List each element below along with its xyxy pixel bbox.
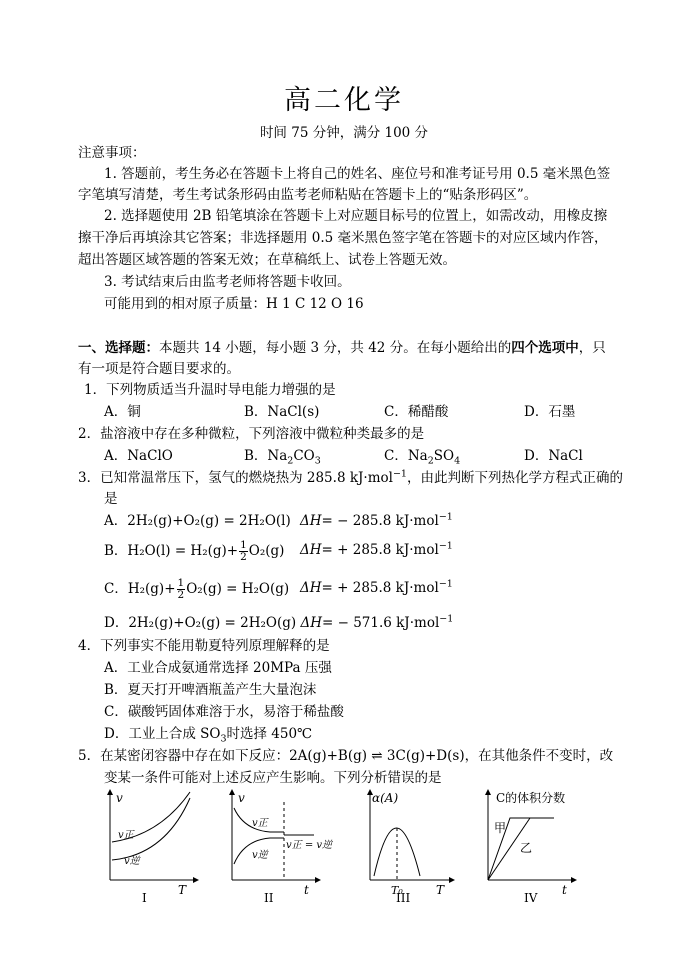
graph4-x-label: t <box>562 883 567 897</box>
graph-2 <box>232 791 334 905</box>
q3-dh-symbol-d: ΔH <box>300 615 322 631</box>
q3-option-c-pre: C．H₂(g)+ <box>104 581 176 597</box>
q3-option-c-frac <box>177 578 186 601</box>
graph3-t0-label: T₀ <box>391 884 403 897</box>
notice-item1-line1: 1. 答题前，考生务必在答题卡上将自己的姓名、座位号和准考证号用 0.5 毫米黑色签 <box>104 166 611 182</box>
graph3-caption: III <box>396 891 411 905</box>
q2-option-c-post: SO <box>433 448 455 464</box>
q3-stem1-sup: −1 <box>392 468 407 480</box>
atomic-mass-line: 可能用到的相对原子质量：H 1 C 12 O 16 <box>104 296 364 312</box>
section1-rules-e: ，只 <box>578 340 606 356</box>
graph2-curve2-label: v逆 <box>252 850 268 861</box>
q2-option-b <box>244 446 321 466</box>
q2-option-c <box>384 446 460 466</box>
page-title: 高二化学 <box>284 85 404 116</box>
q2-option-c-sub: 2 <box>427 455 434 467</box>
q1-option-a: A．铜 <box>104 404 141 420</box>
q4-option-a: A．工业合成氨通常选择 20MPa 压强 <box>104 660 332 676</box>
q2-option-b-sub2: 3 <box>314 455 321 467</box>
graph1-y-label: v <box>116 791 123 805</box>
graph-3 <box>370 791 452 905</box>
graph1-curve2-label: v逆 <box>124 856 140 867</box>
q5-figures <box>0 780 688 971</box>
q3-option-b-frac <box>239 540 248 563</box>
q4-option-d <box>104 724 312 744</box>
q3-stem-line2: 是 <box>104 491 118 507</box>
q4-option-d-post: 时选择 450℃ <box>226 726 313 742</box>
q5-stem-line2: 变某一条件可能对上述反应产生影响。下列分析错误的是 <box>104 770 442 786</box>
q3-option-b-post: O₂(g) <box>248 543 285 559</box>
section1-intro-line1 <box>78 338 606 358</box>
q3-option-d <box>104 613 453 633</box>
q3-option-a-dh-val: = − 285.8 kJ·mol <box>321 513 439 529</box>
q3-dh-symbol-c: ΔH <box>300 580 322 596</box>
q1-option-d: D．石墨 <box>524 404 576 420</box>
page-subtitle: 时间 75 分钟，满分 100 分 <box>259 125 429 141</box>
q3-option-b-eq <box>104 540 284 563</box>
graph3-y-label: α(A) <box>372 791 399 805</box>
q1-stem: 1．下列物质适当升温时导电能力增强的是 <box>84 382 336 398</box>
q3-dh-symbol-b: ΔH <box>300 542 322 558</box>
q3-stem1: 3．已知常温常压下，氢气的燃烧热为 285.8 kJ·mol <box>78 470 393 486</box>
q4-option-d-pre: D．工业上合成 SO <box>104 726 221 742</box>
graph2-x-label: t <box>304 883 309 897</box>
notice-item2-line1: 2. 选择题使用 2B 铅笔填涂在答题卡上对应题目标号的位置上，如需改动，用橡皮擦 <box>104 208 608 224</box>
q3-option-b-sup: −1 <box>438 540 453 552</box>
q1-option-c: C．稀醋酸 <box>384 404 449 420</box>
q3-option-c-sup: −1 <box>438 578 453 590</box>
notice-heading: 注意事项： <box>78 145 146 161</box>
graph-4 <box>488 790 574 905</box>
graph2-caption: II <box>264 891 274 905</box>
q2-stem: 2．盐溶液中存在多种微粒，下列溶液中微粒种类最多的是 <box>78 426 425 442</box>
section1-rules: 本题共 14 小题，每小题 3 分，共 42 分。 <box>159 340 417 356</box>
q1-option-b: B．NaCl(s) <box>244 404 320 420</box>
q3-option-c-eq <box>104 578 289 601</box>
frac-num: 1 <box>240 539 247 551</box>
graph2-equal-label: v正 = v逆 <box>286 840 333 851</box>
q3-option-b-dh <box>300 540 453 560</box>
q3-option-a-sup: −1 <box>438 511 453 523</box>
section1-emph: 四个选项中 <box>511 340 579 356</box>
q2-option-b-post: CO <box>293 448 315 464</box>
graph4-curve2-label: 乙 <box>520 841 533 855</box>
graph4-caption: IV <box>524 891 538 905</box>
q3-option-c-post: O₂(g) = H₂O(g) <box>186 581 290 597</box>
q3-option-a-dh <box>300 511 453 531</box>
notice-item3: 3. 考试结束后由监考老师将答题卡收回。 <box>104 274 351 290</box>
q4-option-b: B．夏天打开啤酒瓶盖产生大量泡沫 <box>104 682 317 698</box>
q4-stem: 4．下列事实不能用勒夏特列原理解释的是 <box>78 638 330 654</box>
q2-option-c-pre: C．Na <box>384 448 428 464</box>
graph2-y-label: v <box>238 791 245 805</box>
frac-den: 2 <box>240 551 247 563</box>
graph1-x-label: T <box>178 883 187 897</box>
q2-option-d: D．NaCl <box>524 448 583 464</box>
section1-rules-c: 在每小题给出的 <box>416 340 512 356</box>
graph4-y-label: C的体积分数 <box>496 791 566 805</box>
q3-stem1-post: ，由此判断下列热化学方程式正确的 <box>406 470 623 486</box>
q4-option-d-sub: 3 <box>220 733 227 745</box>
section1-intro-line2: 有一项是符合题目要求的。 <box>78 361 240 377</box>
graph4-curve1-label: 甲 <box>494 821 507 835</box>
q3-option-c-dh <box>300 578 453 598</box>
graph1-caption: I <box>142 891 147 905</box>
notice-item2-line2: 擦干净后再填涂其它答案；非选择题用 0.5 毫米黑色签字笔在答题卡的对应区域内作答， <box>78 230 608 246</box>
q3-dh-symbol-a: ΔH <box>300 513 322 529</box>
q3-option-b-pre: B．H₂O(l) = H₂(g)+ <box>104 543 239 559</box>
q3-option-c-dh-val: = + 285.8 kJ·mol <box>321 580 439 596</box>
q2-option-a: A．NaClO <box>104 448 173 464</box>
frac-den: 2 <box>177 589 185 601</box>
q2-option-c-sub2: 4 <box>454 455 461 467</box>
section1-label: 一、选择题： <box>78 340 159 356</box>
q2-option-b-sub: 2 <box>287 455 294 467</box>
graph3-x-label: T <box>436 883 445 897</box>
q3-option-d-dh-val: = − 571.6 kJ·mol <box>321 615 440 631</box>
frac-num: 1 <box>177 577 185 589</box>
q3-option-d-sup: −1 <box>439 613 454 625</box>
q3-stem-line1 <box>78 468 623 488</box>
graph1-curve1-label: v正 <box>118 830 134 841</box>
q2-option-b-pre: B．Na <box>244 448 288 464</box>
q3-option-a-eq: A．2H₂(g)+O₂(g) = 2H₂O(l) <box>104 513 291 529</box>
graph2-curve1-label: v正 <box>252 818 268 829</box>
q3-option-d-eq: D．2H₂(g)+O₂(g) = 2H₂O(g) <box>104 615 297 631</box>
graph-1 <box>110 791 196 905</box>
q5-stem-line1: 5．在某密闭容器中存在如下反应：2A(g)+B(g) ⇌ 3C(g)+D(s)，在其他条件不变时，改 <box>78 748 614 764</box>
q4-option-c: C．碳酸钙固体难溶于水，易溶于稀盐酸 <box>104 704 344 720</box>
q3-option-b-dh-val: = + 285.8 kJ·mol <box>321 542 439 558</box>
notice-item1-line2: 字笔填写清楚，考生考试条形码由监考老师粘贴在答题卡上的“贴条形码区”。 <box>78 187 538 203</box>
notice-item2-line3: 超出答题区域答题的答案无效；在草稿纸上、试卷上答题无效。 <box>78 252 456 268</box>
